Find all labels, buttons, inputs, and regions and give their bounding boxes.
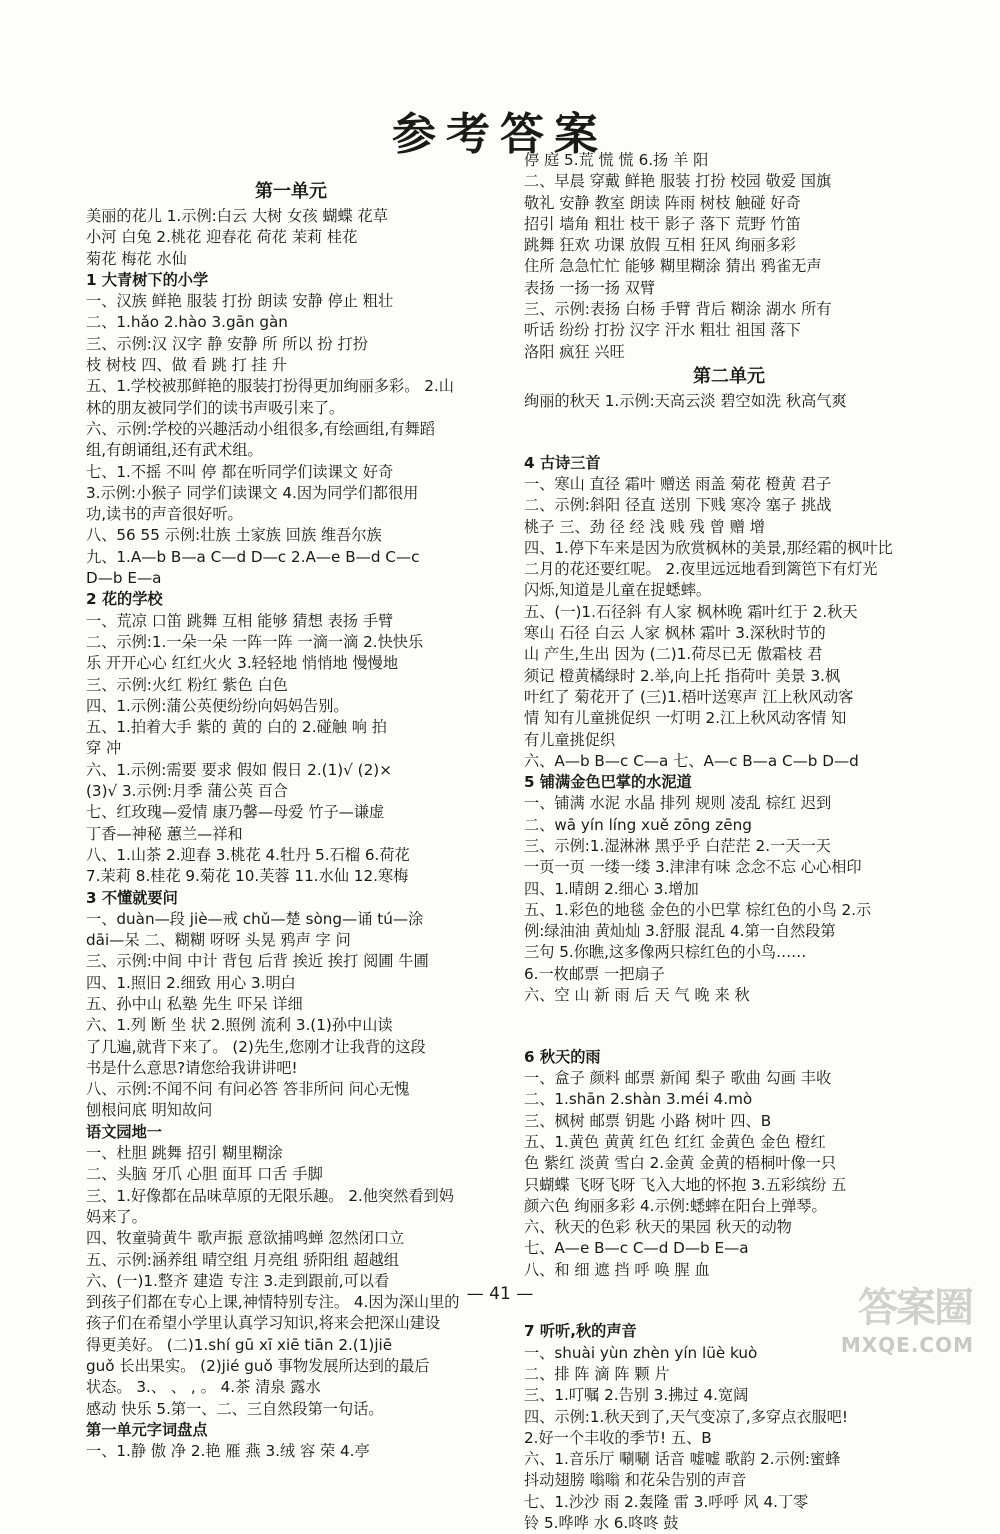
answer-line: 桃子 三、劲 径 经 浅 贱 残 曾 赠 增: [524, 517, 765, 536]
answer-line: 书是什么意思?请您给我讲讲吧!: [86, 1058, 298, 1077]
answer-line: 三句 5.你瞧,这多像两只棕红色的小鸟……: [524, 943, 807, 962]
answer-line: D—b E—a: [86, 569, 162, 588]
answer-line: 有儿童挑促织: [524, 730, 616, 749]
page-title: 参考答案: [392, 109, 608, 160]
answer-line: 四、牧童骑黄牛 歌声振 意欲捕鸣蝉 忽然闭口立: [86, 1229, 405, 1248]
answer-line: 一、shuài yùn zhèn yín lüè kuò: [524, 1343, 758, 1362]
watermark: [842, 1271, 982, 1357]
answer-line: 二、示例:斜阳 径直 送別 下贱 寒冷 塞子 挑战: [524, 496, 832, 515]
answer-line: 寒山 石径 白云 人家 枫林 霜叶 3.深秋时节的: [524, 624, 826, 643]
answer-line: 林的朋友被同学们的读书声吸引来了。: [86, 398, 345, 417]
section-heading: 语文园地一: [86, 1122, 162, 1141]
answer-line: 跳舞 狂欢 功课 放假 互相 狂风 绚丽多彩: [524, 236, 796, 255]
answer-line: 三、1.好像都在品味草原的无限乐趣。 2.他突然看到妈: [86, 1186, 454, 1205]
answer-line: 枝 树枝 四、做 看 跳 打 挂 升: [86, 356, 287, 375]
answer-line: 6.一枚邮票 一把扇子: [524, 964, 665, 983]
unit-heading: 第二单元: [693, 365, 765, 387]
section-heading: 6 秋天的雨: [524, 1047, 601, 1066]
spacer: [524, 1022, 934, 1032]
answer-line: 停 庭 5.荒 慌 慌 6.扬 羊 阳: [524, 151, 709, 169]
section-heading: 3 不懂就要问: [86, 888, 178, 907]
answer-line: 一页一页 一缕一缕 3.津津有味 念念不忘 心心相印: [524, 858, 862, 877]
answer-line: 美丽的花儿 1.示例:白云 大树 女孩 蝴蝶 花草: [86, 207, 388, 225]
page-number: — 41 —: [466, 1284, 534, 1304]
answer-line: 例:绿油油 黄灿灿 3.舒服 混乱 4.第一自然段第: [524, 922, 836, 941]
answer-line: 二月的花还要红呢。 2.夜里远远地看到篱笆下有灯光: [524, 560, 878, 579]
answer-line: 组,有朗诵组,还有武术组。: [86, 441, 263, 460]
answer-line: (3)√ 3.示例:月季 蒲公英 百合: [86, 782, 288, 801]
answer-line: 六、空 山 新 雨 后 天 气 晚 来 秋: [524, 986, 750, 1005]
answer-line: 五、1.拍着大手 紫的 黄的 白的 2.碰触 响 拍: [86, 718, 387, 737]
section-heading: 7 听听,秋的声音: [524, 1322, 637, 1341]
answer-line: 五、示例:涵养组 晴空组 月亮组 骄阳组 超越组: [86, 1250, 399, 1269]
answer-line: 四、1.照旧 2.细致 用心 3.明白: [86, 973, 296, 992]
answer-line: 三、示例:汉 汉字 静 安静 所 所以 扮 打扮: [86, 334, 368, 353]
answer-line: 听话 纷纷 打扮 汉字 汗水 粗壮 祖国 落下: [524, 321, 801, 340]
answer-line: 八、示例:不闻不问 有问必答 答非所问 问心无愧: [86, 1080, 410, 1099]
answer-line: 丁香—神秘 蕙兰—祥和: [86, 824, 243, 843]
left-answer-column: [86, 178, 496, 1463]
answer-line: 七、红玫瑰—爱情 康乃馨—母爱 竹子—谦虚: [86, 803, 385, 822]
watermark-logo: 答案圈: [858, 1285, 972, 1331]
answer-line: 一、寒山 直径 霜叶 赠送 雨盖 菊花 橙黄 君子: [524, 474, 832, 493]
answer-line: 二、头脑 牙爪 心胆 面耳 口舌 手脚: [86, 1165, 323, 1184]
answer-line: 妈来了。: [86, 1207, 147, 1226]
answer-line: 四、1.示例:蒲公英便纷纷向妈妈告别。: [86, 696, 349, 715]
answer-line: 敬礼 安静 教室 朗读 阵雨 树枝 触碰 好奇: [524, 193, 801, 212]
answer-line: 五、1.彩色的地毯 金色的小巴掌 棕红色的小鸟 2.示: [524, 900, 872, 919]
answer-line: 一、铺满 水泥 水晶 排列 规则 凌乱 棕红 迟到: [524, 794, 832, 813]
answer-line: 状态。 3.、 、 , 。 4.茶 清泉 露水: [86, 1378, 321, 1397]
answer-line: 七、A—e B—c C—d D—b E—a: [524, 1239, 749, 1258]
answer-line: 情 知有儿童挑促织 一灯明 2.江上秋风动客情 知: [524, 709, 847, 728]
answer-line: 一、汉族 鲜艳 服装 打扮 朗读 安静 停止 粗壮: [86, 292, 394, 311]
answer-line: 二、1.shān 2.shàn 3.méi 4.mò: [524, 1090, 753, 1109]
section-heading: 5 铺满金色巴掌的水泥道: [524, 773, 692, 792]
answer-line: 七、1.不摇 不叫 停 都在听同学们读课文 好奇: [86, 462, 394, 481]
answer-line: 八、和 细 遮 挡 呼 唤 腥 血: [524, 1260, 710, 1279]
answer-line: 六、1.列 断 坐 状 2.照例 流利 3.(1)孙中山读: [86, 1016, 393, 1035]
answer-line: 小河 白兔 2.桃花 迎春花 荷花 茉莉 桂花: [86, 228, 358, 247]
answer-line: 颜六色 绚丽多彩 4.示例:蟋蟀在阳台上弹琴。: [524, 1196, 827, 1215]
answer-line: 到孩子们都在专心上课,神情特别专注。 4.因为深山里的: [86, 1293, 460, 1312]
answer-line: 2.好一个丰收的季节! 五、B: [524, 1428, 712, 1447]
answer-line: 八、1.山茶 2.迎春 3.桃花 4.牡丹 5.石榴 6.荷花: [86, 845, 410, 864]
answer-line: 一、1.静 傲 净 2.艳 雁 燕 3.绒 容 荣 4.亭: [86, 1442, 370, 1461]
answer-line: 色 紫红 淡黄 雪白 2.金黄 金黄的梧桐叶像一只: [524, 1154, 837, 1173]
answer-line: 五、(一)1.石径斜 有人家 枫林晚 霜叶红于 2.秋天: [524, 602, 858, 621]
answer-line: 一、duàn—段 jiè—戒 chǔ—楚 sòng—诵 tú—涂: [86, 909, 424, 928]
answer-line: 孩子们在希望小学里认真学习知识,将来会把深山建设: [86, 1314, 441, 1333]
answer-line: 五、孙中山 私塾 先生 吓呆 详细: [86, 994, 303, 1013]
answer-line: 五、1.学校被那鲜艳的服装打扮得更加绚丽多彩。 2.山: [86, 377, 454, 396]
watermark-site: MXQE.COM: [840, 1333, 974, 1357]
answer-line: 只蝴蝶 飞呀飞呀 飞入大地的怀抱 3.五彩缤纷 五: [524, 1175, 847, 1194]
section-heading: 2 花的学校: [86, 590, 163, 609]
answer-line: 五、1.黄色 黄黄 红色 红红 金黄色 金色 橙红: [524, 1132, 826, 1151]
answer-line: 乐 开开心心 红红火火 3.轻轻地 悄悄地 慢慢地: [86, 654, 399, 673]
answer-line: 刨根问底 明知故问: [86, 1101, 213, 1120]
answer-line: 表扬 一扬一扬 双臂: [524, 278, 656, 297]
answer-line: 洛阳 疯狂 兴旺: [524, 342, 625, 361]
answer-line: 菊花 梅花 水仙: [86, 249, 187, 268]
answer-line: 四、1.停下车来是因为欣赏枫林的美景,那经霜的枫叶比: [524, 538, 893, 557]
answer-line: 九、1.A—b B—a C—d D—c 2.A—e B—d C—c: [86, 547, 420, 566]
answer-line: dāi—呆 二、糊糊 呀呀 头晃 鸦声 字 问: [86, 931, 351, 950]
answer-line: 功,读书的声音很好听。: [86, 505, 243, 524]
answer-line: 住所 急急忙忙 能够 糊里糊涂 猜出 鸦雀无声: [524, 257, 822, 276]
answer-line: 二、1.hǎo 2.hào 3.gān gàn: [86, 313, 288, 332]
answer-line: 三、示例:表扬 白杨 手臂 背后 糊涂 湖水 所有: [524, 300, 832, 319]
answer-line: 二、wā yín líng xuě zōng zēng: [524, 815, 752, 834]
answer-line: 二、早晨 穿戴 鲜艳 服装 打扮 校园 敬爱 国旗: [524, 172, 832, 191]
answer-line: 三、示例:火红 粉红 紫色 白色: [86, 675, 288, 694]
answer-line: 招引 墙角 粗壮 枝干 影子 落下 荒野 竹笛: [524, 214, 801, 233]
answer-line: 三、1.叮嘱 2.告别 3.拂过 4.宽阔: [524, 1386, 749, 1405]
answer-line: 四、示例:1.秋天到了,天气变凉了,多穿点衣服吧!: [524, 1407, 848, 1426]
answer-line: 六、1.音乐厅 唰唰 话音 嘘嘘 歌韵 2.示例:蜜蜂: [524, 1450, 841, 1469]
answer-line: 感动 快乐 5.第一、二、三自然段第一句话。: [86, 1399, 384, 1418]
answer-line: 一、盒子 颜料 邮票 新闻 梨子 歌曲 勾画 丰收: [524, 1069, 832, 1088]
answer-line: 须记 橙黄橘绿时 2.举,向上托 指荷叶 美景 3.枫: [524, 666, 841, 685]
answer-line: 得更美好。 (二)1.shí gū xī xiē tiān 2.(1)jiē: [86, 1335, 393, 1354]
section-heading: 1 大青树下的小学: [86, 270, 209, 289]
answer-line: 三、示例:中间 中计 背包 后背 挨近 挨打 阅圃 牛圃: [86, 952, 429, 971]
answer-line: 六、1.示例:需要 要求 假如 假日 2.(1)√ (2)×: [86, 760, 392, 779]
answer-line: 3.示例:小猴子 同学们读课文 4.因为同学们都很用: [86, 483, 419, 502]
answer-line: 六、(一)1.整齐 建造 专注 3.走到跟前,可以看: [86, 1271, 390, 1290]
answer-line: 抖动翅膀 嗡嗡 和花朵告别的声音: [524, 1471, 747, 1490]
answer-line: 二、排 阵 滴 阵 颗 片: [524, 1364, 670, 1383]
answer-line: 六、示例:学校的兴趣活动小组很多,有绘画组,有舞蹈: [86, 419, 435, 438]
answer-line: 山 产生,生出 因为 (二)1.荷尽已无 傲霜枝 君: [524, 645, 823, 664]
answer-line: 闪烁,知道是儿童在捉蟋蟀。: [524, 581, 712, 600]
unit-heading: 第一单元: [255, 181, 327, 202]
section-heading: 4 古诗三首: [524, 453, 601, 472]
answer-line: 六、秋天的色彩 秋天的果园 秋天的动物: [524, 1218, 792, 1237]
answer-line: 七、1.沙沙 雨 2.轰隆 雷 3.呼呼 风 4.丁零: [524, 1492, 809, 1511]
answer-line: 一、荒凉 口笛 跳舞 互相 能够 猜想 表扬 手臂: [86, 611, 394, 630]
answer-line: 铃 5.哗哗 水 6.咚咚 鼓: [524, 1514, 679, 1533]
answer-line: 穿 冲: [86, 739, 122, 758]
answer-line: 叶红了 菊花开了 (三)1.梧叶送寒声 江上秋风动客: [524, 687, 854, 706]
answer-line: 三、枫树 邮票 钥匙 小路 树叶 四、B: [524, 1111, 772, 1130]
answer-line: 了几遍,就背下来了。 (2)先生,您刚才让我背的这段: [86, 1037, 426, 1056]
answer-line: 绚丽的秋天 1.示例:天高云淡 碧空如洗 秋高气爽: [524, 391, 847, 410]
answer-line: 八、56 55 示例:壮族 土家族 回族 维吾尔族: [86, 526, 382, 545]
answer-line: guǒ 长出果实。 (2)jié guǒ 事物发展所达到的最后: [86, 1357, 430, 1376]
answer-line: 7.茉莉 8.桂花 9.菊花 10.芙蓉 11.水仙 12.寒梅: [86, 867, 409, 886]
answer-line: 一、杜胆 跳舞 招引 糊里糊涂: [86, 1144, 283, 1163]
answer-line: 六、A—b B—c C—a 七、A—c B—a C—b D—d: [524, 751, 859, 770]
answer-line: 三、示例:1.湿淋淋 黑乎乎 白茫茫 2.一天一天: [524, 836, 831, 855]
section-heading: 第一单元字词盘点: [86, 1420, 208, 1439]
answer-line: 四、1.晴朗 2.细心 3.增加: [524, 879, 699, 898]
answer-line: 二、示例:1.一朵一朵 一阵一阵 一滴一滴 2.快快乐: [86, 632, 424, 651]
spacer: [524, 427, 934, 437]
